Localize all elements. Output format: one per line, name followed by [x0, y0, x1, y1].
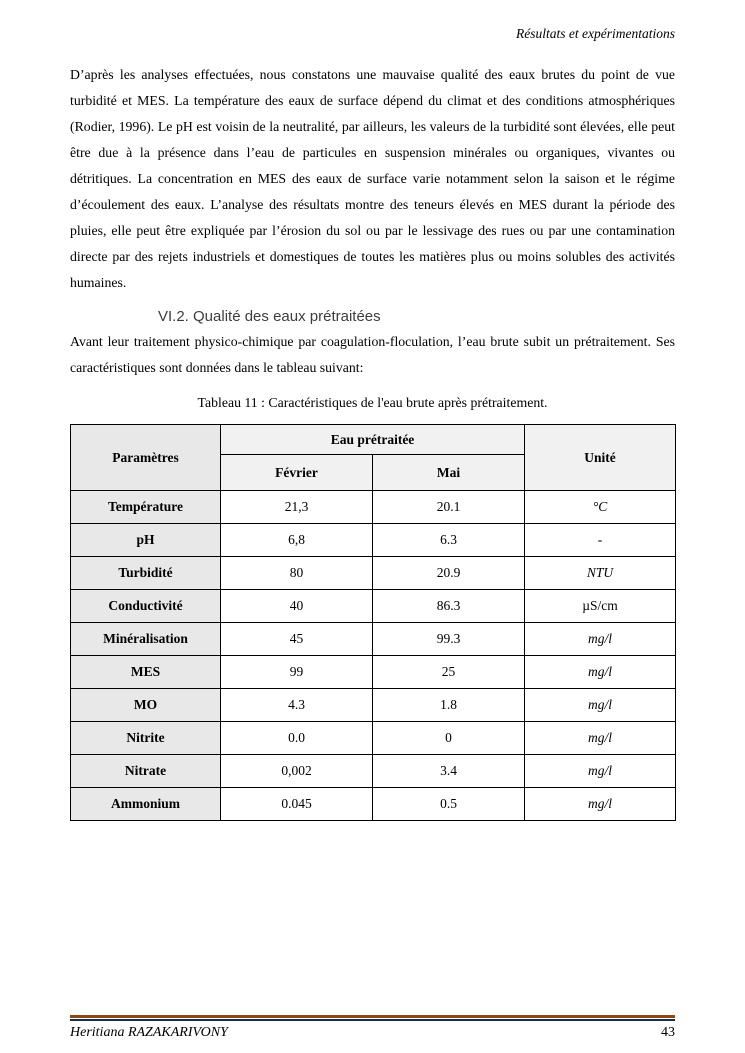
value-cell-mai: 1.8 [373, 689, 525, 722]
param-cell: Température [71, 491, 221, 524]
param-cell: MO [71, 689, 221, 722]
table-row [71, 755, 676, 788]
body-paragraph-2: Avant leur traitement physico-chimique par coagulation-floculation, l’eau brute subit un prétraitement. Ses caractéristiques sont données dans le tableau suivant: [70, 334, 675, 375]
value-cell-fevrier: 99 [221, 656, 373, 689]
unit-cell: mg/l [525, 755, 676, 788]
footer-author: Heritiana RAZAKARIVONY [70, 1025, 228, 1040]
water-quality-table [70, 424, 676, 821]
value-cell-mai: 20.9 [373, 557, 525, 590]
value-cell-mai: 25 [373, 656, 525, 689]
page-header-running-title: Résultats et expérimentations [516, 26, 675, 41]
param-cell: Nitrate [71, 755, 221, 788]
unit-cell: mg/l [525, 722, 676, 755]
value-cell-fevrier: 80 [221, 557, 373, 590]
unit-cell: mg/l [525, 656, 676, 689]
unit-cell: °C [525, 491, 676, 524]
param-cell: pH [71, 524, 221, 557]
table-row [71, 722, 676, 755]
table-caption: Tableau 11 : Caractéristiques de l'eau brute après prétraitement. [197, 395, 548, 410]
body-paragraph-1: D’après les analyses effectuées, nous constatons une mauvaise qualité des eaux brutes du point de vue turbidité et MES. La température des eaux de surface dépend du climat et des conditions atmosphériques (Rodier, 1996). Le pH est voisin de la neutralité, par ailleurs, les valeurs de la turbidité sont élevées, elle peut être due à la présence dans l’eau de particules en suspension minérales ou organiques, vivantes ou détritiques. La concentration en MES des eaux de surface varie notamment selon la saison et le régime d’écoulement des eaux. L’analyse des résultats montre des teneurs élevés en MES durant la période des pluies, elle peut être expliquée par l’érosion du sol ou par le lessivage des rues ou par une contamination directe par des rejets industriels et domestiques de toutes les matières plus ou moins solubles des activités humaines. [70, 67, 675, 290]
param-cell: Nitrite [71, 722, 221, 755]
table-row [71, 623, 676, 656]
header-cell-unit: Unité [525, 425, 676, 491]
table-row [71, 788, 676, 821]
value-cell-fevrier: 0.045 [221, 788, 373, 821]
table-row [71, 491, 676, 524]
header-cell-parameters: Paramètres [71, 425, 221, 491]
value-cell-mai: 3.4 [373, 755, 525, 788]
unit-cell: mg/l [525, 623, 676, 656]
table-row [71, 656, 676, 689]
value-cell-fevrier: 0,002 [221, 755, 373, 788]
table-row [71, 689, 676, 722]
value-cell-mai: 99.3 [373, 623, 525, 656]
table-row [71, 524, 676, 557]
table-row [71, 590, 676, 623]
table-row [71, 557, 676, 590]
header-cell-fevrier: Février [221, 455, 373, 491]
value-cell-mai: 6.3 [373, 524, 525, 557]
value-cell-fevrier: 4.3 [221, 689, 373, 722]
unit-cell: mg/l [525, 788, 676, 821]
page-footer [70, 1015, 675, 1041]
footer-rule-bottom-line [70, 1019, 675, 1021]
value-cell-fevrier: 21,3 [221, 491, 373, 524]
value-cell-mai: 86.3 [373, 590, 525, 623]
table-header-row-1 [71, 425, 676, 455]
value-cell-mai: 20.1 [373, 491, 525, 524]
param-cell: Conductivité [71, 590, 221, 623]
header-cell-group: Eau prétraitée [221, 425, 525, 455]
value-cell-mai: 0.5 [373, 788, 525, 821]
value-cell-fevrier: 0.0 [221, 722, 373, 755]
footer-page-number: 43 [661, 1025, 675, 1040]
param-cell: Minéralisation [71, 623, 221, 656]
section-heading: VI.2. Qualité des eaux prétraitées [158, 308, 381, 325]
header-cell-mai: Mai [373, 455, 525, 491]
unit-cell: NTU [525, 557, 676, 590]
unit-cell: µS/cm [525, 590, 676, 623]
unit-cell: - [525, 524, 676, 557]
param-cell: Turbidité [71, 557, 221, 590]
value-cell-fevrier: 40 [221, 590, 373, 623]
value-cell-fevrier: 45 [221, 623, 373, 656]
param-cell: MES [71, 656, 221, 689]
value-cell-mai: 0 [373, 722, 525, 755]
value-cell-fevrier: 6,8 [221, 524, 373, 557]
footer-rule [70, 1015, 675, 1021]
unit-cell: mg/l [525, 689, 676, 722]
param-cell: Ammonium [71, 788, 221, 821]
